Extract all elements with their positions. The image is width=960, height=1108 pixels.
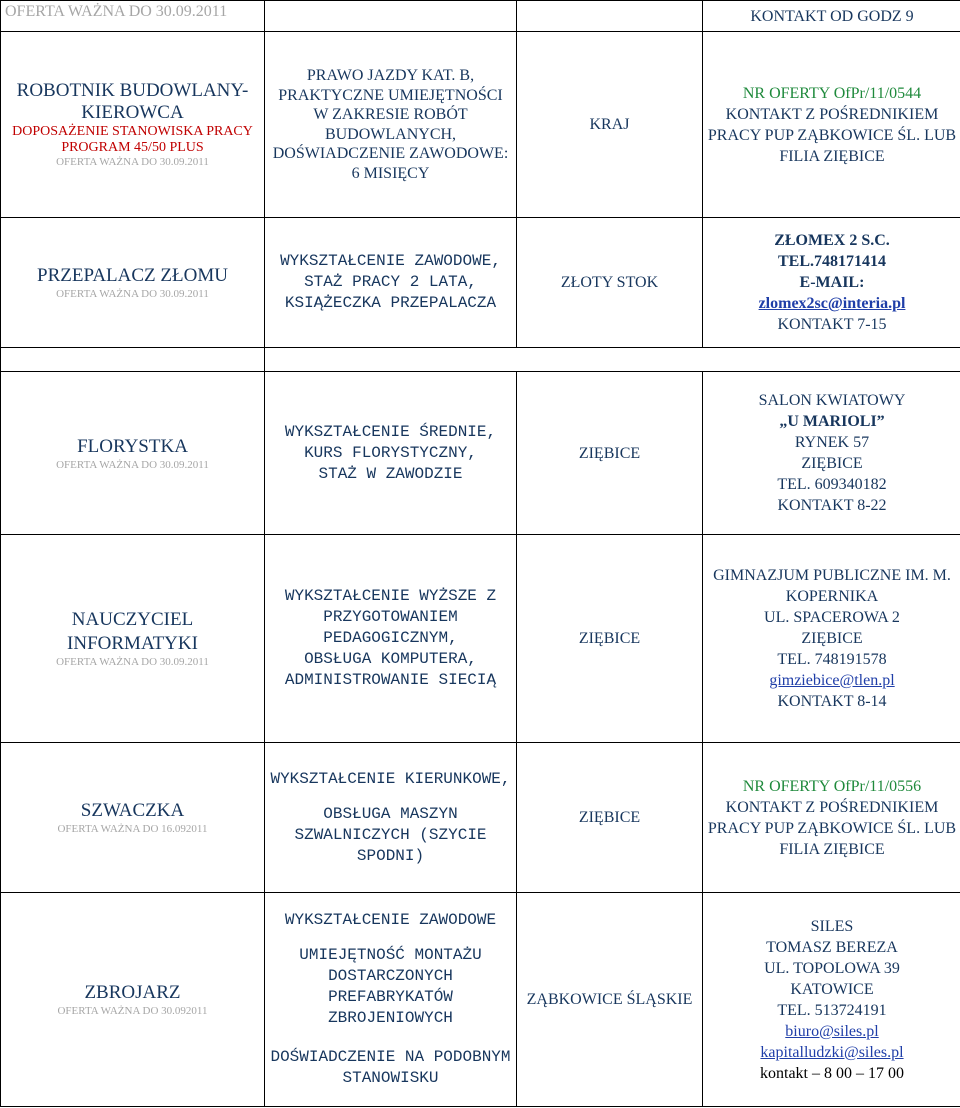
- requirement: WYKSZTAŁCENIE WYŻSZE Z PRZYGOTOWANIEM PEDAGOGICZNYM,: [284, 587, 497, 647]
- requirement: DOŚWIADCZENIE NA PODOBNYM STANOWISKU: [270, 1048, 511, 1087]
- requirement: OBSŁUGA MASZYN SZWALNICZYCH (SZYCIE SPODNI): [294, 804, 487, 865]
- contact-cell: [703, 372, 960, 535]
- contact-line: ZŁOMEX 2 S.C.: [774, 232, 890, 249]
- requirements-cell: [265, 893, 517, 1107]
- requirement: WYKSZTAŁCENIE ZAWODOWE,: [280, 252, 501, 270]
- contact-hours: kontakt – 8 00 – 17 00: [760, 1064, 904, 1082]
- offer-validity: OFERTA WAŻNA DO 30.092011: [57, 1005, 208, 1017]
- location: ZIĘBICE: [517, 743, 703, 893]
- job-title: ZBROJARZ: [84, 982, 181, 1003]
- email-link[interactable]: kapitalludzki@siles.pl: [760, 1043, 904, 1061]
- contact-line: SILES: [810, 917, 854, 935]
- requirements-cell: [265, 218, 517, 348]
- contact-line: KATOWICE: [790, 980, 874, 998]
- requirement: WYKSZTAŁCENIE ŚREDNIE,: [284, 422, 497, 441]
- offer-validity: OFERTA WAŻNA DO 30.09.2011: [56, 288, 209, 300]
- contact-line: KONTAKT Z POŚREDNIKIEM PRACY PUP ZĄBKOWICE ŚL. LUB FILIA ZIĘBICE: [707, 105, 957, 165]
- requirement: PRAWO JAZDY KAT. B, PRAKTYCZNE UMIEJĘTNOŚCI W ZAKRESIE ROBÓT BUDOWLANYCH, DOŚWIADCZENIE ZAWODOWE: 6 MISIĘCY: [272, 67, 509, 182]
- contact-line: E-MAIL:: [799, 274, 865, 291]
- requirement: STAŻ PRACY 2 LATA,: [304, 273, 477, 291]
- contact-cell: [703, 743, 960, 893]
- requirement: KSIĄŻECZKA PRZEPALACZA: [284, 294, 497, 312]
- location: ZĄBKOWICE ŚLĄSKIE: [517, 893, 703, 1107]
- contact-line: GIMNAZJUM PUBLICZNE IM. M. KOPERNIKA: [713, 567, 951, 605]
- contact-line: KONTAKT Z POŚREDNIKIEM PRACY PUP ZĄBKOWICE ŚL. LUB FILIA ZIĘBICE: [707, 798, 957, 858]
- contact-cell: [703, 218, 960, 348]
- contact-hours: KONTAKT 7-15: [777, 316, 887, 333]
- contact-cell: [703, 893, 960, 1107]
- job-title: NAUCZYCIEL INFORMATYKI: [67, 609, 198, 654]
- offer-validity: OFERTA WAŻNA DO 30.09.2011: [1, 1, 265, 32]
- contact-line: ZIĘBICE: [801, 455, 863, 472]
- requirements-cell: [265, 32, 517, 218]
- email-link[interactable]: biuro@siles.pl: [785, 1022, 879, 1040]
- job-title: ROBOTNIK BUDOWLANY-KIEROWCA: [16, 80, 249, 123]
- job-title: FLORYSTKA: [77, 435, 188, 457]
- table-row: [1, 32, 960, 218]
- offer-number: NR OFERTY OfPr/11/0544: [742, 84, 922, 102]
- table-row: [1, 893, 960, 1107]
- contact-hours: KONTAKT 8-22: [777, 497, 887, 514]
- contact-line: TEL. 609340182: [777, 476, 887, 493]
- job-title-cell: [1, 372, 265, 535]
- location: ZŁOTY STOK: [517, 218, 703, 348]
- requirement: WYKSZTAŁCENIE KIERUNKOWE,: [270, 769, 511, 788]
- contact-line: „U MARIOLI”: [779, 413, 885, 430]
- location: ZIĘBICE: [517, 372, 703, 535]
- requirement: KURS FLORYSTYCZNY,: [304, 443, 477, 462]
- contact-hours: KONTAKT OD GODZ 9: [703, 1, 960, 32]
- contact-cell: [703, 32, 960, 218]
- requirement: UMIEJĘTNOŚĆ MONTAŻU DOSTARCZONYCH PREFABRYKATÓW ZBROJENIOWYCH: [299, 946, 482, 1027]
- requirements-cell: [265, 743, 517, 893]
- contact-hours: KONTAKT 8-14: [777, 693, 887, 710]
- offer-number: NR OFERTY OfPr/11/0556: [742, 777, 922, 795]
- email-link[interactable]: gimziebice@tlen.pl: [769, 672, 895, 689]
- job-title-cell: [1, 218, 265, 348]
- job-title-cell: [1, 743, 265, 893]
- contact-line: TEL.748171414: [777, 253, 886, 270]
- job-title: SZWACZKA: [80, 800, 185, 821]
- table-row: [1, 218, 960, 348]
- contact-line: SALON KWIATOWY: [758, 392, 906, 409]
- contact-line: TEL. 513724191: [777, 1001, 887, 1019]
- job-title: PRZEPALACZ ZŁOMU: [37, 265, 228, 286]
- job-title-cell: [1, 893, 265, 1107]
- contact-cell: [703, 535, 960, 743]
- table-row: [1, 1, 960, 32]
- offer-validity: OFERTA WAŻNA DO 30.09.2011: [56, 656, 209, 668]
- contact-line: ZIĘBICE: [801, 630, 863, 647]
- location: KRAJ: [517, 32, 703, 218]
- contact-line: TEL. 748191578: [777, 651, 887, 668]
- contact-line: UL. TOPOLOWA 39: [764, 959, 900, 977]
- offer-validity: OFERTA WAŻNA DO 30.09.2011: [56, 458, 209, 471]
- table-row: [1, 372, 960, 535]
- contact-line: RYNEK 57: [794, 434, 870, 451]
- requirements-cell: [265, 372, 517, 535]
- job-title-cell: [1, 535, 265, 743]
- table-row: [1, 535, 960, 743]
- requirements-cell: [265, 535, 517, 743]
- location: ZIĘBICE: [517, 535, 703, 743]
- table-row: [1, 743, 960, 893]
- email-link[interactable]: zlomex2sc@interia.pl: [758, 295, 906, 312]
- requirement: STAŻ W ZAWODZIE: [318, 464, 463, 483]
- requirement: WYKSZTAŁCENIE ZAWODOWE: [284, 911, 497, 929]
- offer-validity: OFERTA WAŻNA DO 30.09.2011: [56, 156, 209, 168]
- contact-line: TOMASZ BEREZA: [766, 938, 898, 956]
- table-row: [1, 348, 960, 372]
- offer-validity: OFERTA WAŻNA DO 16.092011: [57, 823, 208, 835]
- contact-line: UL. SPACEROWA 2: [764, 609, 900, 626]
- job-subtitle: DOPOSAŻENIE STANOWISKA PRACY PROGRAM 45/50 PLUS: [12, 124, 253, 155]
- requirement: OBSŁUGA KOMPUTERA, ADMINISTROWANIE SIECIĄ: [284, 650, 497, 689]
- job-title-cell: [1, 32, 265, 218]
